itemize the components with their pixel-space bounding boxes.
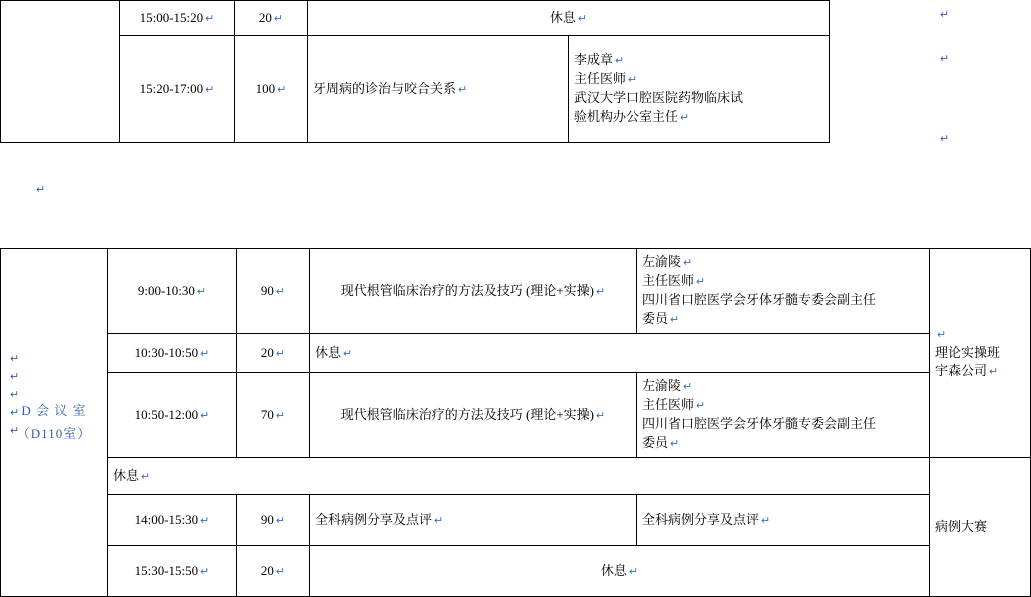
- note-line: 理论实操班: [935, 344, 1001, 360]
- table1-row2-duration: 100 ↵: [235, 36, 308, 143]
- table2-row6-time: 15:30-15:50 ↵: [108, 546, 237, 597]
- paragraph-mark-icon: ↵: [458, 83, 468, 96]
- paragraph-mark-icon: ↵: [200, 409, 210, 422]
- paragraph-mark-icon: ↵: [596, 409, 606, 422]
- paragraph-mark-icon: ↵: [940, 133, 950, 145]
- paragraph-mark-icon: ↵: [940, 53, 950, 65]
- table-row: [1, 36, 830, 143]
- paragraph-mark-icon: ↵: [275, 409, 286, 422]
- speaker-line: 委员 ↵: [642, 310, 680, 326]
- speaker-line: 委员 ↵: [642, 434, 680, 450]
- table-row: [1, 458, 1031, 495]
- table2-row1-duration: 90 ↵: [237, 249, 310, 334]
- paragraph-mark-icon: ↵: [275, 285, 286, 298]
- table1-row1-topic: 休息 ↵: [308, 1, 830, 36]
- paragraph-mark-icon: ↵: [434, 514, 444, 527]
- table2-row1-speaker: [637, 249, 930, 334]
- schedule-table-top: [0, 0, 830, 143]
- paragraph-mark-icon: ↵: [670, 313, 680, 326]
- table1-row1-duration: 20 ↵: [235, 1, 308, 36]
- paragraph-mark-icon: ↵: [940, 9, 950, 21]
- room-cell: [1, 249, 108, 597]
- table2-row2-topic: 休息 ↵: [310, 334, 930, 373]
- paragraph-mark-icon: ↵: [10, 425, 20, 437]
- table2-row5-topic: 全科病例分享及点评 ↵: [310, 495, 637, 546]
- room-label-line2: （D110室）: [16, 425, 92, 441]
- schedule-table-bottom: [0, 248, 1031, 597]
- paragraph-mark-icon: ↵: [937, 328, 947, 341]
- paragraph-mark-icon: ↵: [36, 184, 46, 196]
- table2-row5-duration: 90 ↵: [237, 495, 310, 546]
- table-row: [1, 1, 830, 36]
- paragraph-mark-icon: ↵: [10, 389, 20, 401]
- table1-row2-speaker: [569, 36, 830, 143]
- paragraph-mark-icon: ↵: [696, 276, 706, 289]
- table2-row6-topic: 休息 ↵: [310, 546, 930, 597]
- speaker-line: 四川省口腔医学会牙体牙髓专委会副主任: [642, 292, 877, 308]
- speaker-block: [642, 377, 924, 453]
- speaker-line: 主任医师 ↵: [642, 273, 706, 289]
- table2-row3-topic: 现代根管临床治疗的方法及技巧 (理论+实操) ↵: [310, 373, 637, 458]
- schedule-table-top-wrapper: [0, 0, 830, 143]
- paragraph-mark-icon: ↵: [761, 514, 771, 527]
- table2-row3-speaker: [637, 373, 930, 458]
- table2-row5-time: 14:00-15:30 ↵: [108, 495, 237, 546]
- paragraph-mark-icon: ↵: [277, 83, 287, 96]
- table-row: [1, 546, 1031, 597]
- paragraph-mark-icon: ↵: [275, 347, 286, 360]
- table2-row6-duration: 20 ↵: [237, 546, 310, 597]
- paragraph-mark-icon: ↵: [683, 257, 693, 270]
- note-cell-theory-class: [930, 249, 1031, 458]
- paragraph-mark-icon: ↵: [670, 437, 680, 450]
- room-label: [6, 400, 102, 444]
- paragraph-mark-icon: ↵: [205, 12, 215, 25]
- paragraph-mark-icon: ↵: [615, 55, 625, 68]
- speaker-block: [642, 253, 924, 329]
- table-row: [1, 373, 1031, 458]
- table1-row2-time: 15:20-17:00 ↵: [120, 36, 235, 143]
- table1-lead-cell: [1, 1, 120, 143]
- table2-row3-time: 10:50-12:00 ↵: [108, 373, 237, 458]
- paragraph-mark-icon: ↵: [10, 407, 20, 419]
- paragraph-mark-icon: ↵: [596, 285, 606, 298]
- paragraph-mark-icon: ↵: [628, 565, 639, 578]
- speaker-line: 主任医师 ↵: [642, 397, 706, 413]
- table1-row1-time: 15:00-15:20 ↵: [120, 1, 235, 36]
- paragraph-mark-icon: ↵: [275, 565, 286, 578]
- paragraph-mark-icon: ↵: [680, 111, 690, 124]
- table2-row1-time: 9:00-10:30 ↵: [108, 249, 237, 334]
- table-row: [1, 334, 1031, 373]
- paragraph-mark-icon: ↵: [196, 285, 207, 298]
- paragraph-mark-icon: ↵: [343, 347, 353, 360]
- speaker-block: [574, 51, 824, 127]
- speaker-line: 左渝陵 ↵: [642, 378, 693, 394]
- speaker-line: 武汉大学口腔医院药物临床试: [574, 90, 744, 106]
- note-line: 宇森公司 ↵: [935, 363, 999, 379]
- table2-row4-break: 休息 ↵: [108, 458, 930, 495]
- paragraph-mark-icon: ↵: [200, 347, 210, 360]
- note-mark-line: [935, 325, 1025, 344]
- note-line: 病例大赛: [935, 518, 988, 534]
- paragraph-mark-icon: ↵: [200, 565, 210, 578]
- paragraph-mark-icon: ↵: [200, 514, 210, 527]
- speaker-line: 验机构办公室主任 ↵: [574, 108, 690, 124]
- table2-row5-speaker: 全科病例分享及点评 ↵: [637, 495, 930, 546]
- paragraph-mark-icon: ↵: [577, 12, 588, 25]
- speaker-line: 四川省口腔医学会牙体牙髓专委会副主任: [642, 416, 877, 432]
- speaker-line: 李成章 ↵: [574, 52, 625, 68]
- paragraph-mark-icon: ↵: [10, 371, 20, 383]
- table2-row2-duration: 20 ↵: [237, 334, 310, 373]
- table-row: [1, 249, 1031, 334]
- table2-row1-topic: 现代根管临床治疗的方法及技巧 (理论+实操) ↵: [310, 249, 637, 334]
- speaker-line: 左渝陵 ↵: [642, 254, 693, 270]
- table-row: [1, 495, 1031, 546]
- paragraph-mark-icon: ↵: [205, 83, 215, 96]
- paragraph-mark-icon: ↵: [696, 400, 706, 413]
- table1-row2-topic: 牙周病的诊治与咬合关系 ↵: [308, 36, 569, 143]
- room-label-line1: D 会 议 室: [21, 403, 87, 419]
- paragraph-mark-icon: ↵: [10, 353, 20, 365]
- paragraph-mark-icon: ↵: [141, 470, 151, 483]
- speaker-line: 主任医师 ↵: [574, 71, 638, 87]
- table2-row3-duration: 70 ↵: [237, 373, 310, 458]
- paragraph-mark-icon: ↵: [989, 366, 999, 379]
- paragraph-mark-icon: ↵: [628, 74, 638, 87]
- table2-row2-time: 10:30-10:50 ↵: [108, 334, 237, 373]
- paragraph-mark-icon: ↵: [275, 514, 286, 527]
- paragraph-mark-icon: ↵: [683, 381, 693, 394]
- note-cell-case-contest: [930, 458, 1031, 597]
- paragraph-mark-icon: ↵: [273, 12, 284, 25]
- schedule-table-bottom-wrapper: [0, 248, 1031, 597]
